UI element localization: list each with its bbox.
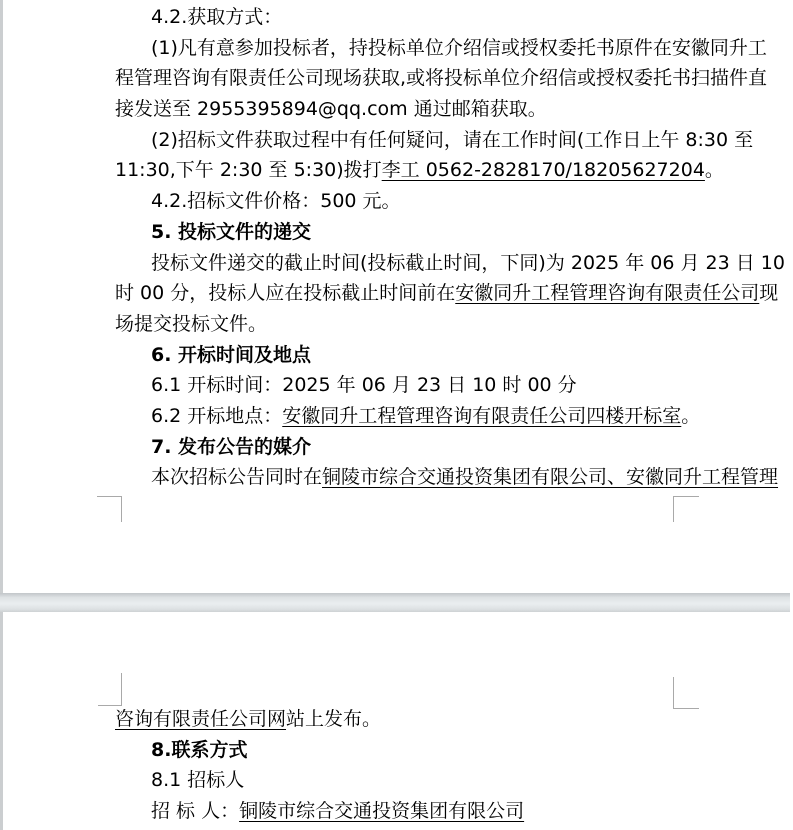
text-segment: 程管理咨询有限责任公司现场获取,或将投标单位介绍信或授权委托书扫描件直 [115, 67, 768, 90]
document-line [115, 401, 701, 432]
canvas-edge-strip [0, 0, 3, 830]
document-line [115, 340, 685, 371]
text-segment: 5. 投标文件的递交 [151, 220, 312, 243]
text-segment: 本次招标公告同时在 [151, 466, 323, 489]
text-segment: 。 [681, 404, 701, 427]
text-segment: 8.联系方式 [151, 738, 248, 761]
text-segment: 6.2 开标地点： [151, 404, 283, 427]
text-segment: 6.1 开标时间：2025 年 06 月 23 日 10 时 00 分 [151, 374, 577, 397]
document-line [115, 735, 685, 766]
document-line [115, 186, 685, 217]
document-line [115, 432, 685, 463]
document-line [115, 33, 767, 64]
text-segment: 11:30,下午 2:30 至 5:30)拨打 [115, 159, 382, 182]
text-segment: 现 [759, 282, 779, 305]
document-line [115, 765, 685, 796]
document-line [115, 217, 685, 248]
page-break-gap [0, 593, 790, 612]
text-boundary-bottom-left-icon [97, 496, 122, 522]
text-boundary-top-left-icon [98, 673, 122, 706]
document-line [115, 125, 754, 156]
document-line [115, 155, 724, 186]
text-segment: 投标文件递交的截止时间(投标截止时间，下同)为 2025 年 06 月 23 日 10 [151, 251, 785, 274]
text-segment: 时 00 分，投标人应在投标截止时间前在 [115, 282, 456, 305]
underlined-text: 铜陵市综合交通投资集团有限公司、安徽同升工程管理 [322, 466, 779, 489]
underlined-text: 李工 0562-2828170/18205627204 [381, 159, 705, 182]
text-segment: 站上发布。 [286, 708, 382, 730]
page-1-text[interactable] [115, 2, 785, 493]
text-segment: 7. 发布公告的媒介 [151, 435, 312, 458]
text-segment: 6. 开标时间及地点 [151, 343, 312, 366]
text-segment: 。 [704, 159, 724, 182]
document-line [115, 370, 685, 401]
text-segment: (1)凡有意参加投标者，持投标单位介绍信或授权委托书原件在安徽同升工 [151, 36, 767, 59]
document-line [115, 248, 785, 279]
text-segment: 4.2.获取方式： [151, 6, 283, 28]
document-line [115, 278, 779, 309]
underlined-text: 安徽同升工程管理咨询有限责任公司 [455, 282, 760, 305]
text-segment: 场提交投标文件。 [115, 312, 268, 335]
underlined-text: 安徽同升工程管理咨询有限责任公司四楼开标室 [282, 404, 682, 427]
underlined-text: 铜陵市综合交通投资集团有限公司 [239, 800, 525, 823]
text-segment: 接发送至 2955395894@qq.com 通过邮箱获取。 [115, 98, 547, 121]
document-line [115, 94, 685, 125]
document-line [115, 2, 685, 33]
text-boundary-bottom-right-icon [673, 496, 699, 522]
document-line [115, 63, 768, 94]
text-segment: (2)招标文件获取过程中有任何疑问，请在工作时间(工作日上午 8:30 至 [151, 128, 754, 151]
text-segment: 招 标 人： [151, 800, 240, 823]
document-line [115, 704, 685, 735]
underlined-text: 咨询有限责任公司网 [115, 708, 287, 730]
document-line [115, 309, 685, 340]
document-line [115, 796, 685, 827]
page-2-text[interactable] [115, 704, 685, 827]
text-segment: 4.2.招标文件价格：500 元。 [151, 190, 401, 213]
text-segment: 8.1 招标人 [151, 769, 245, 792]
document-line [115, 462, 779, 493]
